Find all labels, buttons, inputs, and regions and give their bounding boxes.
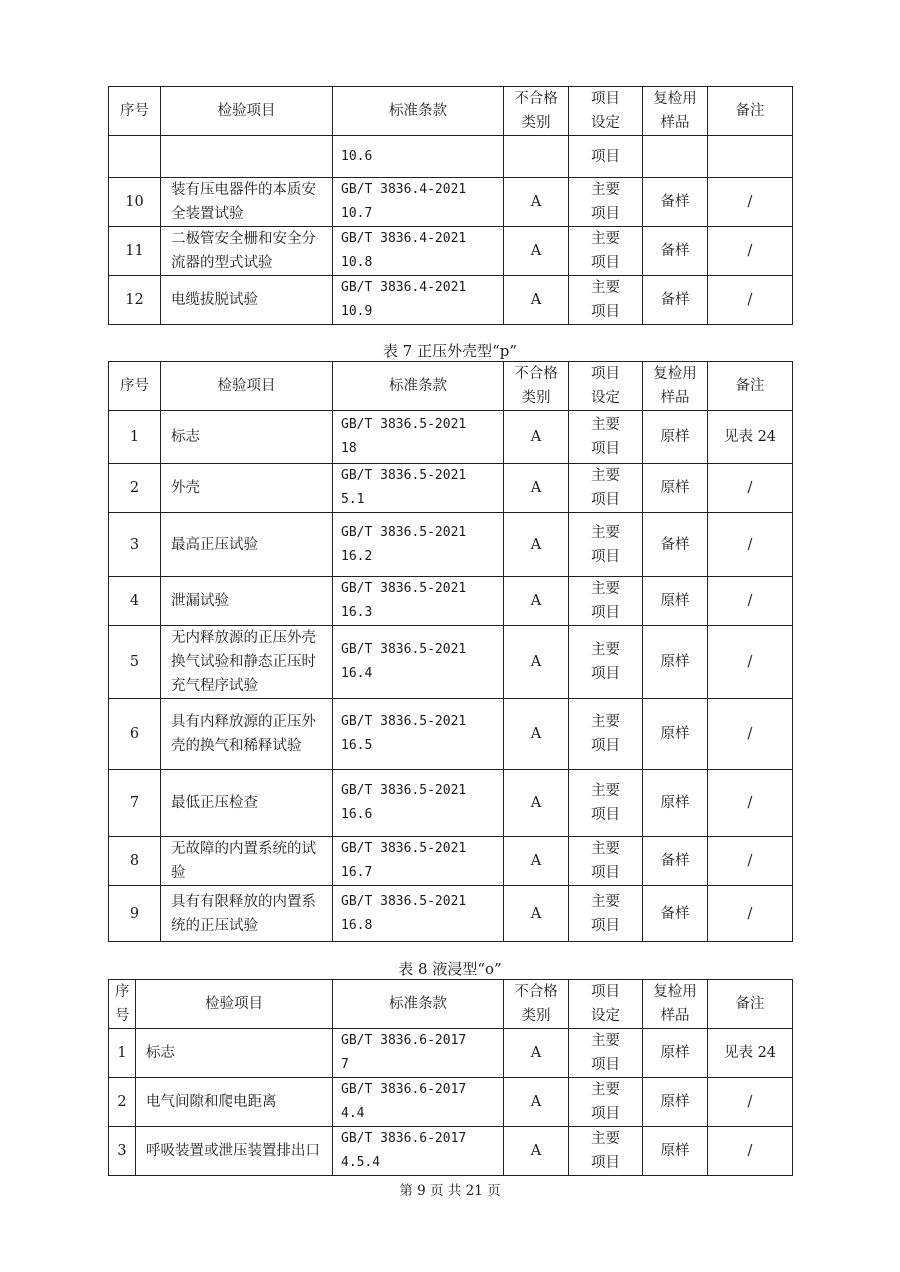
cell-sample: 原样 — [643, 577, 708, 626]
page-footer: 第 9 页 共 21 页 — [399, 1183, 501, 1199]
cell-remark: / — [708, 577, 793, 626]
header-item: 检验项目 — [161, 362, 333, 411]
cell-category: A — [504, 178, 569, 227]
table-header-row — [109, 980, 793, 1029]
cell-item: 无故障的内置系统的试验 — [161, 837, 333, 886]
header-standard: 标准条款 — [333, 87, 504, 136]
table-header-row — [109, 87, 793, 136]
cell-sample — [643, 136, 708, 178]
cell-no: 5 — [109, 626, 161, 699]
header-no: 序号 — [109, 980, 136, 1029]
cell-category: A — [504, 1029, 569, 1078]
header-remark: 备注 — [708, 87, 793, 136]
cell-no: 1 — [109, 1029, 136, 1078]
cell-standard: GB/T 3836.6-2017 4.5.4 — [333, 1127, 504, 1176]
cell-remark: / — [708, 227, 793, 276]
cell-setting: 主要 项目 — [569, 699, 643, 770]
header-sample: 复检用 样品 — [643, 87, 708, 136]
cell-setting: 主要 项目 — [569, 178, 643, 227]
cell-setting: 项目 — [569, 136, 643, 178]
header-standard: 标准条款 — [333, 980, 504, 1029]
table-row — [109, 886, 793, 942]
header-no: 序号 — [109, 362, 161, 411]
cell-setting: 主要 项目 — [569, 577, 643, 626]
cell-item: 二极管安全栅和安全分流器的型式试验 — [161, 227, 333, 276]
cell-item: 最高正压试验 — [161, 513, 333, 577]
cell-standard: GB/T 3836.4-2021 10.7 — [333, 178, 504, 227]
cell-standard: GB/T 3836.4-2021 10.8 — [333, 227, 504, 276]
cell-standard: GB/T 3836.5-2021 16.4 — [333, 626, 504, 699]
cell-standard: GB/T 3836.5-2021 16.2 — [333, 513, 504, 577]
cell-setting: 主要 项目 — [569, 227, 643, 276]
header-category: 不合格 类别 — [504, 362, 569, 411]
table7-positive-pressure — [108, 361, 793, 942]
header-setting: 项目 设定 — [569, 980, 643, 1029]
table-row — [109, 1029, 793, 1078]
cell-category: A — [504, 699, 569, 770]
cell-standard: GB/T 3836.5-2021 16.3 — [333, 577, 504, 626]
cell-no: 1 — [109, 411, 161, 464]
cell-sample: 原样 — [643, 626, 708, 699]
table8-liquid-immersion — [108, 979, 793, 1176]
table-row — [109, 276, 793, 325]
cell-standard: 10.6 — [333, 136, 504, 178]
cell-category: A — [504, 1078, 569, 1127]
cell-item: 泄漏试验 — [161, 577, 333, 626]
cell-no: 8 — [109, 837, 161, 886]
cell-setting: 主要 项目 — [569, 513, 643, 577]
table-row — [109, 513, 793, 577]
cell-sample: 备样 — [643, 178, 708, 227]
cell-sample: 原样 — [643, 699, 708, 770]
cell-remark: 见表 24 — [708, 411, 793, 464]
table-header-row — [109, 362, 793, 411]
cell-setting: 主要 项目 — [569, 464, 643, 513]
cell-standard: GB/T 3836.6-2017 7 — [333, 1029, 504, 1078]
cell-category: A — [504, 837, 569, 886]
cell-category: A — [504, 577, 569, 626]
cell-category — [504, 136, 569, 178]
cell-item: 外壳 — [161, 464, 333, 513]
cell-setting: 主要 项目 — [569, 770, 643, 837]
cell-remark: / — [708, 886, 793, 942]
header-standard: 标准条款 — [333, 362, 504, 411]
cell-standard: GB/T 3836.4-2021 10.9 — [333, 276, 504, 325]
header-setting: 项目 设定 — [569, 87, 643, 136]
cell-item: 电气间隙和爬电距离 — [136, 1078, 333, 1127]
cell-item: 标志 — [136, 1029, 333, 1078]
table-row — [109, 699, 793, 770]
cell-sample: 备样 — [643, 276, 708, 325]
header-remark: 备注 — [708, 980, 793, 1029]
cell-item: 标志 — [161, 411, 333, 464]
cell-remark: / — [708, 770, 793, 837]
cell-standard: GB/T 3836.5-2021 5.1 — [333, 464, 504, 513]
table7-caption: 表 7 正压外壳型“p” — [382, 342, 518, 360]
cell-item — [161, 136, 333, 178]
cell-setting: 主要 项目 — [569, 626, 643, 699]
cell-category: A — [504, 886, 569, 942]
cell-remark: / — [708, 1127, 793, 1176]
cell-no — [109, 136, 161, 178]
cell-setting: 主要 项目 — [569, 276, 643, 325]
cell-remark: / — [708, 626, 793, 699]
header-item: 检验项目 — [136, 980, 333, 1029]
cell-remark: / — [708, 178, 793, 227]
header-sample: 复检用 样品 — [643, 980, 708, 1029]
cell-remark: / — [708, 513, 793, 577]
cell-no: 2 — [109, 464, 161, 513]
cell-item: 无内释放源的正压外壳换气试验和静态正压时充气程序试验 — [161, 626, 333, 699]
cell-no: 11 — [109, 227, 161, 276]
table-row — [109, 626, 793, 699]
cell-category: A — [504, 227, 569, 276]
cell-category: A — [504, 1127, 569, 1176]
cell-category: A — [504, 626, 569, 699]
cell-remark: / — [708, 1078, 793, 1127]
cell-sample: 原样 — [643, 1127, 708, 1176]
header-no: 序号 — [109, 87, 161, 136]
cell-setting: 主要 项目 — [569, 1029, 643, 1078]
cell-standard: GB/T 3836.5-2021 16.5 — [333, 699, 504, 770]
cell-no: 3 — [109, 513, 161, 577]
table-row — [109, 1127, 793, 1176]
cell-sample: 原样 — [643, 770, 708, 837]
cell-no: 3 — [109, 1127, 136, 1176]
table-row — [109, 411, 793, 464]
cell-item: 电缆拔脱试验 — [161, 276, 333, 325]
cell-remark: / — [708, 464, 793, 513]
cell-remark: / — [708, 837, 793, 886]
cell-standard: GB/T 3836.5-2021 16.8 — [333, 886, 504, 942]
cell-sample: 备样 — [643, 227, 708, 276]
table-row — [109, 464, 793, 513]
table-row — [109, 1078, 793, 1127]
cell-no: 7 — [109, 770, 161, 837]
cell-no: 6 — [109, 699, 161, 770]
cell-sample: 备样 — [643, 886, 708, 942]
cell-setting: 主要 项目 — [569, 411, 643, 464]
cell-category: A — [504, 464, 569, 513]
cell-sample: 原样 — [643, 464, 708, 513]
cell-remark — [708, 136, 793, 178]
cell-sample: 备样 — [643, 513, 708, 577]
cell-standard: GB/T 3836.5-2021 18 — [333, 411, 504, 464]
cell-item: 具有内释放源的正压外壳的换气和稀释试验 — [161, 699, 333, 770]
cell-setting: 主要 项目 — [569, 1078, 643, 1127]
cell-sample: 原样 — [643, 1029, 708, 1078]
cell-category: A — [504, 513, 569, 577]
cell-category: A — [504, 411, 569, 464]
table-row — [109, 577, 793, 626]
cell-no: 10 — [109, 178, 161, 227]
cell-item: 最低正压检查 — [161, 770, 333, 837]
cell-standard: GB/T 3836.5-2021 16.6 — [333, 770, 504, 837]
cell-category: A — [504, 770, 569, 837]
cell-sample: 原样 — [643, 411, 708, 464]
cell-remark: / — [708, 276, 793, 325]
cell-setting: 主要 项目 — [569, 1127, 643, 1176]
cell-remark: 见表 24 — [708, 1029, 793, 1078]
table-row — [109, 837, 793, 886]
cell-no: 2 — [109, 1078, 136, 1127]
cell-no: 4 — [109, 577, 161, 626]
header-sample: 复检用 样品 — [643, 362, 708, 411]
cell-item: 呼吸装置或泄压装置排出口 — [136, 1127, 333, 1176]
table-row — [109, 770, 793, 837]
table8-caption: 表 8 液浸型“o” — [398, 960, 502, 978]
header-item: 检验项目 — [161, 87, 333, 136]
cell-standard: GB/T 3836.5-2021 16.7 — [333, 837, 504, 886]
cell-sample: 原样 — [643, 1078, 708, 1127]
inspection-table-continued — [108, 86, 793, 325]
cell-no: 9 — [109, 886, 161, 942]
cell-category: A — [504, 276, 569, 325]
table-row — [109, 136, 793, 178]
cell-no: 12 — [109, 276, 161, 325]
header-category: 不合格 类别 — [504, 980, 569, 1029]
cell-item: 具有有限释放的内置系统的正压试验 — [161, 886, 333, 942]
cell-sample: 备样 — [643, 837, 708, 886]
table-row — [109, 178, 793, 227]
table-row — [109, 227, 793, 276]
cell-standard: GB/T 3836.6-2017 4.4 — [333, 1078, 504, 1127]
cell-item: 装有压电器件的本质安全装置试验 — [161, 178, 333, 227]
header-category: 不合格 类别 — [504, 87, 569, 136]
cell-setting: 主要 项目 — [569, 886, 643, 942]
cell-setting: 主要 项目 — [569, 837, 643, 886]
cell-remark: / — [708, 699, 793, 770]
header-remark: 备注 — [708, 362, 793, 411]
header-setting: 项目 设定 — [569, 362, 643, 411]
